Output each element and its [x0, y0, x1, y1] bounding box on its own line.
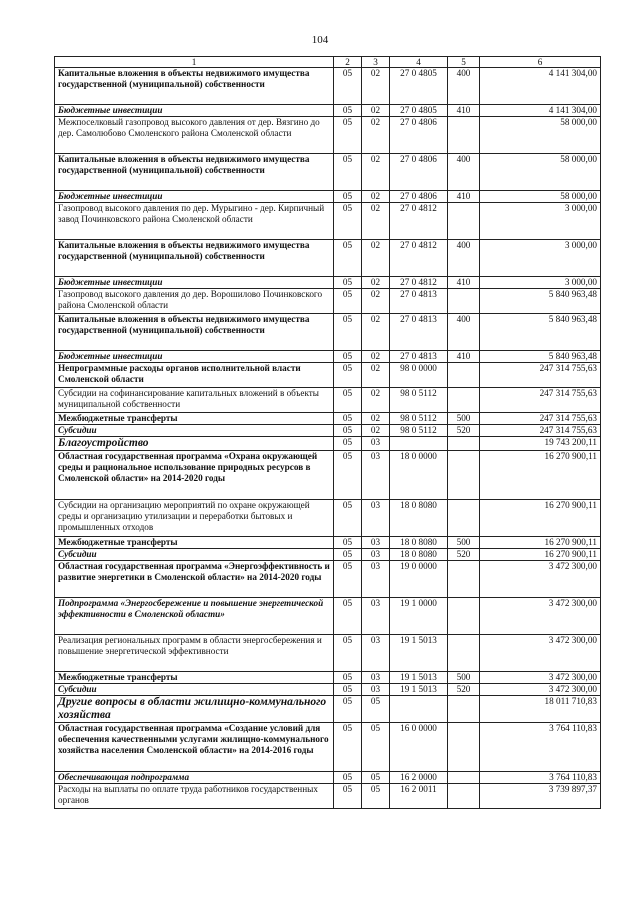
row-name-cell: Субсидии	[55, 684, 334, 696]
expense-type-cell: 400	[448, 240, 480, 277]
subsection-code-cell: 03	[362, 437, 390, 451]
target-article-cell: 27 0 4805	[390, 105, 448, 117]
row-name-cell: Межбюджетные трансферты	[55, 413, 334, 425]
row-name-cell: Областная государственная программа «Охрана окружающей среды и рациональное использование природных ресурсов в Смоленской области» на 2014-2020 годы	[55, 451, 334, 500]
section-code-cell: 05	[334, 696, 362, 723]
expense-type-cell	[448, 784, 480, 809]
target-article-cell: 27 0 4812	[390, 277, 448, 289]
amount-cell: 3 764 110,83	[480, 772, 601, 784]
amount-cell: 3 000,00	[480, 277, 601, 289]
subsection-code-cell: 05	[362, 784, 390, 809]
target-article-cell: 27 0 4806	[390, 191, 448, 203]
expense-type-cell: 520	[448, 684, 480, 696]
row-name-cell: Благоустройство	[55, 437, 334, 451]
amount-cell: 247 314 755,63	[480, 388, 601, 413]
section-code-cell: 05	[334, 117, 362, 154]
expense-type-cell	[448, 500, 480, 537]
amount-cell: 5 840 963,48	[480, 289, 601, 314]
subsection-code-cell: 03	[362, 672, 390, 684]
amount-cell: 16 270 900,11	[480, 549, 601, 561]
amount-cell: 3 000,00	[480, 240, 601, 277]
amount-cell: 3 472 300,00	[480, 672, 601, 684]
section-code-cell: 05	[334, 413, 362, 425]
expense-type-cell: 400	[448, 68, 480, 105]
target-article-cell: 27 0 4813	[390, 314, 448, 351]
target-article-cell: 18 0 0000	[390, 451, 448, 500]
table-row	[55, 154, 601, 191]
table-row	[55, 68, 601, 105]
target-article-cell: 27 0 4812	[390, 240, 448, 277]
row-name-cell: Бюджетные инвестиции	[55, 105, 334, 117]
subsection-code-cell: 05	[362, 772, 390, 784]
expense-type-cell: 410	[448, 191, 480, 203]
amount-cell: 5 840 963,48	[480, 314, 601, 351]
expense-type-cell: 500	[448, 672, 480, 684]
subsection-code-cell: 02	[362, 388, 390, 413]
table-row	[55, 684, 601, 696]
column-header: 6	[480, 57, 601, 68]
row-name-cell: Межпоселковый газопровод высокого давления от дер. Вязгино до дер. Самолюбово Смоленского района Смоленской области	[55, 117, 334, 154]
expense-type-cell	[448, 437, 480, 451]
target-article-cell: 19 1 5013	[390, 684, 448, 696]
target-article-cell: 16 0 0000	[390, 723, 448, 772]
table-row	[55, 635, 601, 672]
subsection-code-cell: 02	[362, 413, 390, 425]
table-row	[55, 598, 601, 635]
subsection-code-cell: 02	[362, 68, 390, 105]
section-code-cell: 05	[334, 549, 362, 561]
expense-type-cell	[448, 388, 480, 413]
column-header: 3	[362, 57, 390, 68]
amount-cell: 4 141 304,00	[480, 105, 601, 117]
table-row	[55, 191, 601, 203]
amount-cell: 3 000,00	[480, 203, 601, 240]
target-article-cell: 98 0 5112	[390, 413, 448, 425]
row-name-cell: Областная государственная программа «Энергоэффективность и развитие энергетики в Смоленской области» на 2014-2020 годы	[55, 561, 334, 598]
table-row	[55, 425, 601, 437]
row-name-cell: Непрограммные расходы органов исполнительной власти Смоленской области	[55, 363, 334, 388]
subsection-code-cell: 02	[362, 105, 390, 117]
amount-cell: 3 472 300,00	[480, 684, 601, 696]
row-name-cell: Бюджетные инвестиции	[55, 277, 334, 289]
section-code-cell: 05	[334, 772, 362, 784]
table-row	[55, 351, 601, 363]
amount-cell: 58 000,00	[480, 191, 601, 203]
table-row	[55, 537, 601, 549]
amount-cell: 247 314 755,63	[480, 413, 601, 425]
subsection-code-cell: 03	[362, 598, 390, 635]
row-name-cell: Другие вопросы в области жилищно-коммунального хозяйства	[55, 696, 334, 723]
expense-type-cell	[448, 203, 480, 240]
target-article-cell: 27 0 4812	[390, 203, 448, 240]
amount-cell: 4 141 304,00	[480, 68, 601, 105]
subsection-code-cell: 02	[362, 240, 390, 277]
amount-cell: 3 739 897,37	[480, 784, 601, 809]
section-code-cell: 05	[334, 203, 362, 240]
target-article-cell: 27 0 4813	[390, 289, 448, 314]
column-header: 4	[390, 57, 448, 68]
subsection-code-cell: 03	[362, 561, 390, 598]
section-code-cell: 05	[334, 388, 362, 413]
table-row	[55, 388, 601, 413]
expense-type-cell: 410	[448, 277, 480, 289]
expense-type-cell	[448, 561, 480, 598]
row-name-cell: Обеспечивающая подпрограмма	[55, 772, 334, 784]
row-name-cell: Субсидии на софинансирование капитальных вложений в объекты муниципальной собственности	[55, 388, 334, 413]
expense-type-cell	[448, 635, 480, 672]
subsection-code-cell: 02	[362, 363, 390, 388]
expense-type-cell	[448, 696, 480, 723]
table-row	[55, 363, 601, 388]
row-name-cell: Межбюджетные трансферты	[55, 537, 334, 549]
subsection-code-cell: 03	[362, 500, 390, 537]
row-name-cell: Бюджетные инвестиции	[55, 351, 334, 363]
section-code-cell: 05	[334, 191, 362, 203]
row-name-cell: Областная государственная программа «Создание условий для обеспечения качественными услугами жилищно-коммунального хозяйства населения Смоленской области» на 2014-2016 годы	[55, 723, 334, 772]
subsection-code-cell: 05	[362, 696, 390, 723]
table-row	[55, 549, 601, 561]
row-name-cell: Капитальные вложения в объекты недвижимого имущества государственной (муниципальной) собственности	[55, 240, 334, 277]
subsection-code-cell: 03	[362, 684, 390, 696]
section-code-cell: 05	[334, 289, 362, 314]
expense-type-cell	[448, 598, 480, 635]
target-article-cell: 98 0 5112	[390, 425, 448, 437]
table-row	[55, 277, 601, 289]
expense-type-cell	[448, 723, 480, 772]
column-header: 1	[55, 57, 334, 68]
table-row	[55, 500, 601, 537]
expense-type-cell	[448, 289, 480, 314]
section-code-cell: 05	[334, 537, 362, 549]
section-code-cell: 05	[334, 635, 362, 672]
table-row	[55, 696, 601, 723]
target-article-cell: 27 0 4806	[390, 117, 448, 154]
amount-cell: 3 472 300,00	[480, 598, 601, 635]
table-row	[55, 672, 601, 684]
page-number: 104	[311, 34, 329, 46]
row-name-cell: Субсидии	[55, 549, 334, 561]
target-article-cell: 98 0 0000	[390, 363, 448, 388]
table-row	[55, 413, 601, 425]
subsection-code-cell: 02	[362, 117, 390, 154]
subsection-code-cell: 03	[362, 635, 390, 672]
target-article-cell: 18 0 8080	[390, 537, 448, 549]
section-code-cell: 05	[334, 500, 362, 537]
amount-cell: 16 270 900,11	[480, 451, 601, 500]
table-row	[55, 105, 601, 117]
column-header: 2	[334, 57, 362, 68]
section-code-cell: 05	[334, 561, 362, 598]
table-row	[55, 117, 601, 154]
section-code-cell: 05	[334, 451, 362, 500]
section-code-cell: 05	[334, 154, 362, 191]
target-article-cell: 18 0 8080	[390, 500, 448, 537]
amount-cell: 16 270 900,11	[480, 500, 601, 537]
section-code-cell: 05	[334, 672, 362, 684]
header-row	[55, 57, 601, 68]
expense-type-cell	[448, 363, 480, 388]
amount-cell: 58 000,00	[480, 154, 601, 191]
table-row	[55, 314, 601, 351]
amount-cell: 19 743 200,11	[480, 437, 601, 451]
amount-cell: 247 314 755,63	[480, 425, 601, 437]
subsection-code-cell: 02	[362, 351, 390, 363]
expense-type-cell	[448, 772, 480, 784]
subsection-code-cell: 03	[362, 451, 390, 500]
section-code-cell: 05	[334, 105, 362, 117]
expense-type-cell: 400	[448, 154, 480, 191]
table-row	[55, 203, 601, 240]
section-code-cell: 05	[334, 277, 362, 289]
amount-cell: 3 472 300,00	[480, 561, 601, 598]
target-article-cell	[390, 696, 448, 723]
target-article-cell	[390, 437, 448, 451]
table-row	[55, 289, 601, 314]
expense-type-cell: 520	[448, 425, 480, 437]
amount-cell: 3 472 300,00	[480, 635, 601, 672]
target-article-cell: 19 1 5013	[390, 672, 448, 684]
subsection-code-cell: 03	[362, 549, 390, 561]
amount-cell: 18 011 710,83	[480, 696, 601, 723]
section-code-cell: 05	[334, 437, 362, 451]
section-code-cell: 05	[334, 684, 362, 696]
row-name-cell: Расходы на выплаты по оплате труда работников государственных органов	[55, 784, 334, 809]
subsection-code-cell: 02	[362, 289, 390, 314]
target-article-cell: 27 0 4813	[390, 351, 448, 363]
target-article-cell: 19 1 5013	[390, 635, 448, 672]
row-name-cell: Бюджетные инвестиции	[55, 191, 334, 203]
section-code-cell: 05	[334, 784, 362, 809]
target-article-cell: 16 2 0011	[390, 784, 448, 809]
table-row	[55, 772, 601, 784]
section-code-cell: 05	[334, 723, 362, 772]
table-row	[55, 784, 601, 809]
row-name-cell: Газопровод высокого давления до дер. Ворошилово Починковского района Смоленской области	[55, 289, 334, 314]
target-article-cell: 19 0 0000	[390, 561, 448, 598]
target-article-cell: 16 2 0000	[390, 772, 448, 784]
subsection-code-cell: 02	[362, 203, 390, 240]
target-article-cell: 27 0 4806	[390, 154, 448, 191]
expense-type-cell: 520	[448, 549, 480, 561]
row-name-cell: Субсидии	[55, 425, 334, 437]
amount-cell: 5 840 963,48	[480, 351, 601, 363]
row-name-cell: Капитальные вложения в объекты недвижимого имущества государственной (муниципальной) собственности	[55, 154, 334, 191]
subsection-code-cell: 02	[362, 154, 390, 191]
section-code-cell: 05	[334, 240, 362, 277]
table-row	[55, 561, 601, 598]
target-article-cell: 19 1 0000	[390, 598, 448, 635]
table-row	[55, 240, 601, 277]
amount-cell: 16 270 900,11	[480, 537, 601, 549]
column-header: 5	[448, 57, 480, 68]
expense-type-cell: 400	[448, 314, 480, 351]
expense-type-cell: 410	[448, 351, 480, 363]
expense-type-cell: 500	[448, 537, 480, 549]
section-code-cell: 05	[334, 314, 362, 351]
expense-type-cell	[448, 451, 480, 500]
row-name-cell: Подпрограмма «Энергосбережение и повышение энергетической эффективности в Смоленской области»	[55, 598, 334, 635]
section-code-cell: 05	[334, 425, 362, 437]
section-code-cell: 05	[334, 351, 362, 363]
row-name-cell: Капитальные вложения в объекты недвижимого имущества государственной (муниципальной) собственности	[55, 68, 334, 105]
table-row	[55, 437, 601, 451]
subsection-code-cell: 03	[362, 537, 390, 549]
section-code-cell: 05	[334, 598, 362, 635]
row-name-cell: Межбюджетные трансферты	[55, 672, 334, 684]
section-code-cell: 05	[334, 68, 362, 105]
table-row	[55, 723, 601, 772]
expense-type-cell	[448, 117, 480, 154]
subsection-code-cell: 05	[362, 723, 390, 772]
table-row	[55, 451, 601, 500]
subsection-code-cell: 02	[362, 314, 390, 351]
subsection-code-cell: 02	[362, 191, 390, 203]
expense-type-cell: 500	[448, 413, 480, 425]
budget-table	[54, 56, 601, 809]
amount-cell: 3 764 110,83	[480, 723, 601, 772]
row-name-cell: Газопровод высокого давления по дер. Мурыгино - дер. Кирпичный завод Починковского района Смоленской области	[55, 203, 334, 240]
subsection-code-cell: 02	[362, 277, 390, 289]
target-article-cell: 27 0 4805	[390, 68, 448, 105]
target-article-cell: 18 0 8080	[390, 549, 448, 561]
row-name-cell: Капитальные вложения в объекты недвижимого имущества государственной (муниципальной) собственности	[55, 314, 334, 351]
amount-cell: 247 314 755,63	[480, 363, 601, 388]
target-article-cell: 98 0 5112	[390, 388, 448, 413]
row-name-cell: Субсидии на организацию мероприятий по охране окружающей среды и организацию утилизации и переработки бытовых и промышленных отходов	[55, 500, 334, 537]
subsection-code-cell: 02	[362, 425, 390, 437]
section-code-cell: 05	[334, 363, 362, 388]
row-name-cell: Реализация региональных программ в области энергосбережения и повышение энергетической эффективности	[55, 635, 334, 672]
amount-cell: 58 000,00	[480, 117, 601, 154]
expense-type-cell: 410	[448, 105, 480, 117]
